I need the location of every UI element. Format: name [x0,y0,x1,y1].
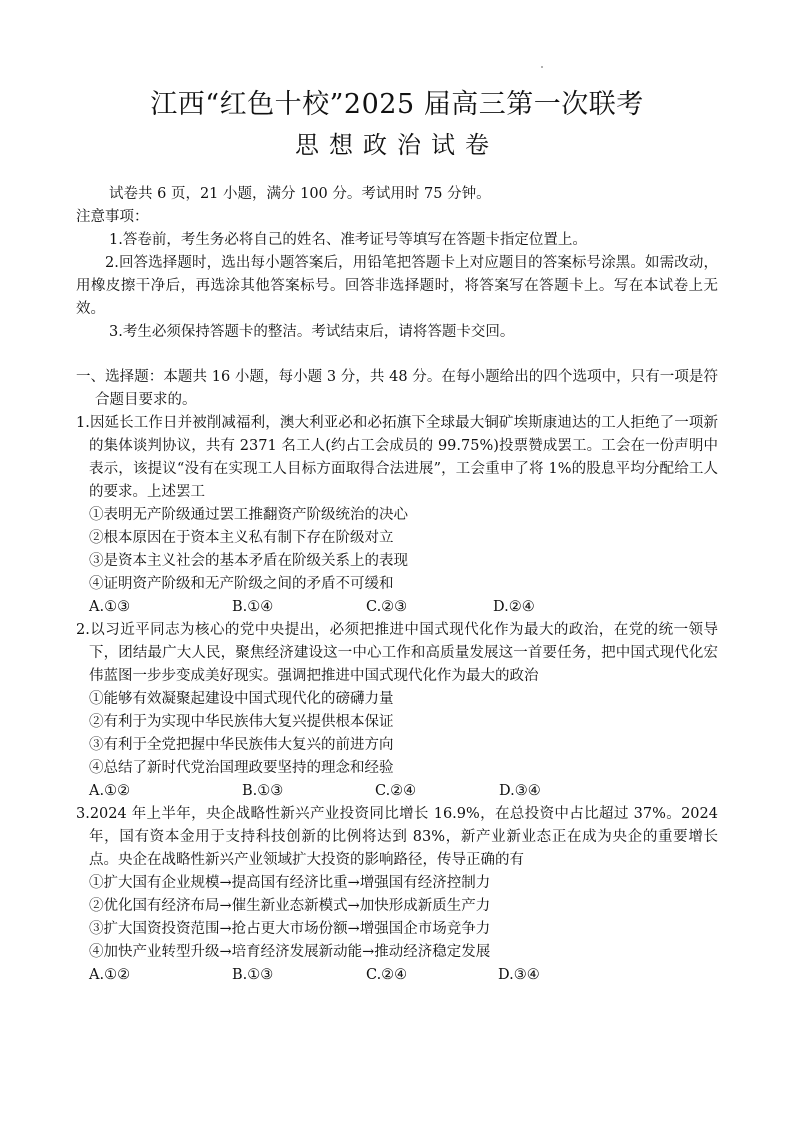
notice-item-3: 3.考生必须保持答题卡的整洁。考试结束后，请将答题卡交回。 [109,324,515,340]
answer-c: C.②③ [366,599,408,615]
answer-choices [89,964,718,987]
option-2: ②优化国有经济布局→催生新业态新模式→加快形成新质生产力 [89,898,491,914]
answer-b: B.①③ [242,783,284,799]
answer-b: B.①④ [232,599,274,615]
answer-d: D.②④ [493,599,535,615]
option-1: ①扩大国有企业规模→提高国有经济比重→增强国有经济控制力 [89,875,491,891]
option-1: ①能够有效凝聚起建设中国式现代化的磅礴力量 [89,691,394,707]
option-4: ④加快产业转型升级→培育经济发展新动能→推动经济稳定发展 [89,944,491,960]
question-list [76,412,718,987]
question-stem: 2.以习近平同志为核心的党中央提出，必须把推进中国式现代化作为最大的政治，在党的统一领导下，团结最广大人民，聚焦经济建设这一中心工作和高质量发展这一首要任务，把中国式现代化宏伟蓝图一步步变成美好现实。强调把推进中国式现代化作为最大的政治 [76,622,718,684]
question-3 [76,803,718,987]
section-heading [76,366,718,412]
option-2: ②有利于为实现中华民族伟大复兴提供根本保证 [89,714,394,730]
answer-d: D.③④ [499,783,541,799]
answer-c: C.②④ [375,783,417,799]
answer-choices [89,780,718,803]
option-2: ②根本原因在于资本主义私有制下存在阶级对立 [89,530,394,546]
option-3: ③扩大国资投资范围→抢占更大市场份额→增强国企市场竞争力 [89,921,491,937]
notice-item-1: 1.答卷前，考生务必将自己的姓名、准考证号等填写在答题卡指定位置上。 [109,232,587,248]
answer-a: A.①② [89,967,131,983]
answer-choices [89,596,718,619]
option-3: ③有利于全党把握中华民族伟大复兴的前进方向 [89,737,394,753]
answer-a: A.①② [89,783,131,799]
exam-summary: 试卷共 6 页，21 小题，满分 100 分。考试用时 75 分钟。 [109,186,491,202]
exam-instructions [78,183,718,344]
option-1: ①表明无产阶级通过罢工推翻资产阶级统治的决心 [89,507,408,523]
answer-b: B.①③ [232,967,274,983]
answer-d: D.③④ [498,967,540,983]
option-4: ④证明资产阶级和无产阶级之间的矛盾不可缓和 [89,576,394,592]
question-2 [76,619,718,803]
scan-speck [541,66,543,68]
option-3: ③是资本主义社会的基本矛盾在阶级关系上的表现 [89,553,408,569]
question-1 [76,412,718,619]
section-one-heading: 一、选择题：本题共 16 小题，每小题 3 分，共 48 分。在每小题给出的四个选项中，只有一项是符合题目要求的。 [76,369,718,408]
option-4: ④总结了新时代党治国理政要坚持的理念和经验 [89,760,394,776]
question-stem: 3.2024 年上半年，央企战略性新兴产业投资同比增长 16.9%，在总投资中占比超过 37%。2024 年，国有资本金用于支持科技创新的比例将达到 83%，新产业新业态正在成为央企的重要增长点。央企在战略性新兴产业领域扩大投资的影响路径，传导正确的有 [76,806,718,868]
exam-title: 江西“红色十校”2025 届高三第一次联考 [150,89,644,120]
answer-a: A.①③ [89,599,131,615]
notice-item-2: 2.回答选择题时，选出每小题答案后，用铅笔把答题卡上对应题目的答案标号涂黑。如需改动，用橡皮擦干净后，再选涂其他答案标号。回答非选择题时，将答案写在答题卡上。写在本试卷上无效。 [76,255,718,317]
question-stem: 1.因延长工作日并被削减福利，澳大利亚必和必拓旗下全球最大铜矿埃斯康迪达的工人拒绝了一项新的集体谈判协议，共有 2371 名工人(约占工会成员的 99.75%)投票赞成罢工。工会在一份声明中表示，该提议“没有在实现工人目标方面取得合法进展”，工会重申了将 1%的股息平均分配给工人的要求。上述罢工 [76,415,718,500]
answer-c: C.②④ [366,967,408,983]
notice-label: 注意事项： [76,209,149,225]
exam-subtitle: 思想政治试卷 [295,131,499,159]
